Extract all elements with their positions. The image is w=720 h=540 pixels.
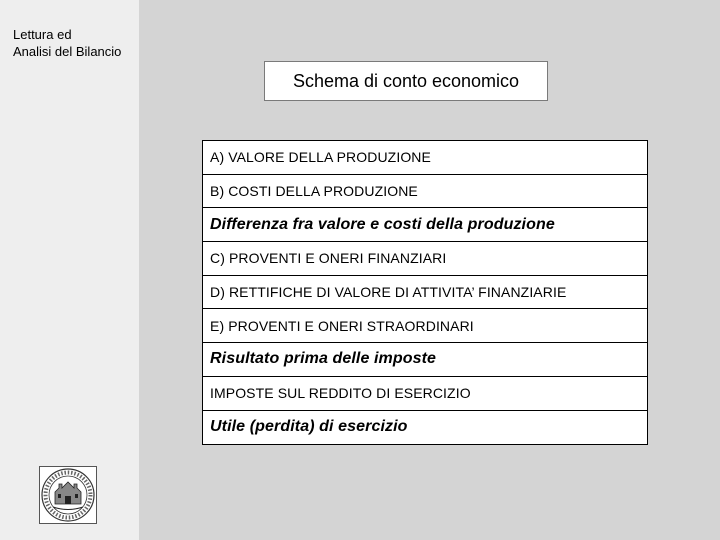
- statement-row: E) PROVENTI E ONERI STRAORDINARI: [203, 309, 647, 343]
- course-title-line-1: Lettura ed: [13, 27, 72, 42]
- statement-row: Utile (perdita) di esercizio: [210, 418, 408, 436]
- statement-row: IMPOSTE SUL REDDITO DI ESERCIZIO: [203, 377, 647, 411]
- slide-title: Schema di conto economico: [264, 61, 548, 101]
- course-title-line-2: Analisi del Bilancio: [13, 44, 122, 59]
- university-seal-icon: [39, 466, 97, 524]
- statement-row: B) COSTI DELLA PRODUZIONE: [203, 175, 647, 209]
- sidebar: [0, 0, 139, 540]
- statement-row: D) RETTIFICHE DI VALORE DI ATTIVITA’ FINANZIARIE: [203, 276, 647, 310]
- statement-row: Risultato prima delle imposte: [203, 343, 647, 377]
- statement-row: C) PROVENTI E ONERI FINANZIARI: [203, 242, 647, 276]
- income-statement-table: [202, 140, 648, 445]
- course-title: [13, 26, 121, 60]
- statement-row: A) VALORE DELLA PRODUZIONE: [203, 141, 647, 175]
- statement-row: Differenza fra valore e costi della produzione: [203, 208, 647, 242]
